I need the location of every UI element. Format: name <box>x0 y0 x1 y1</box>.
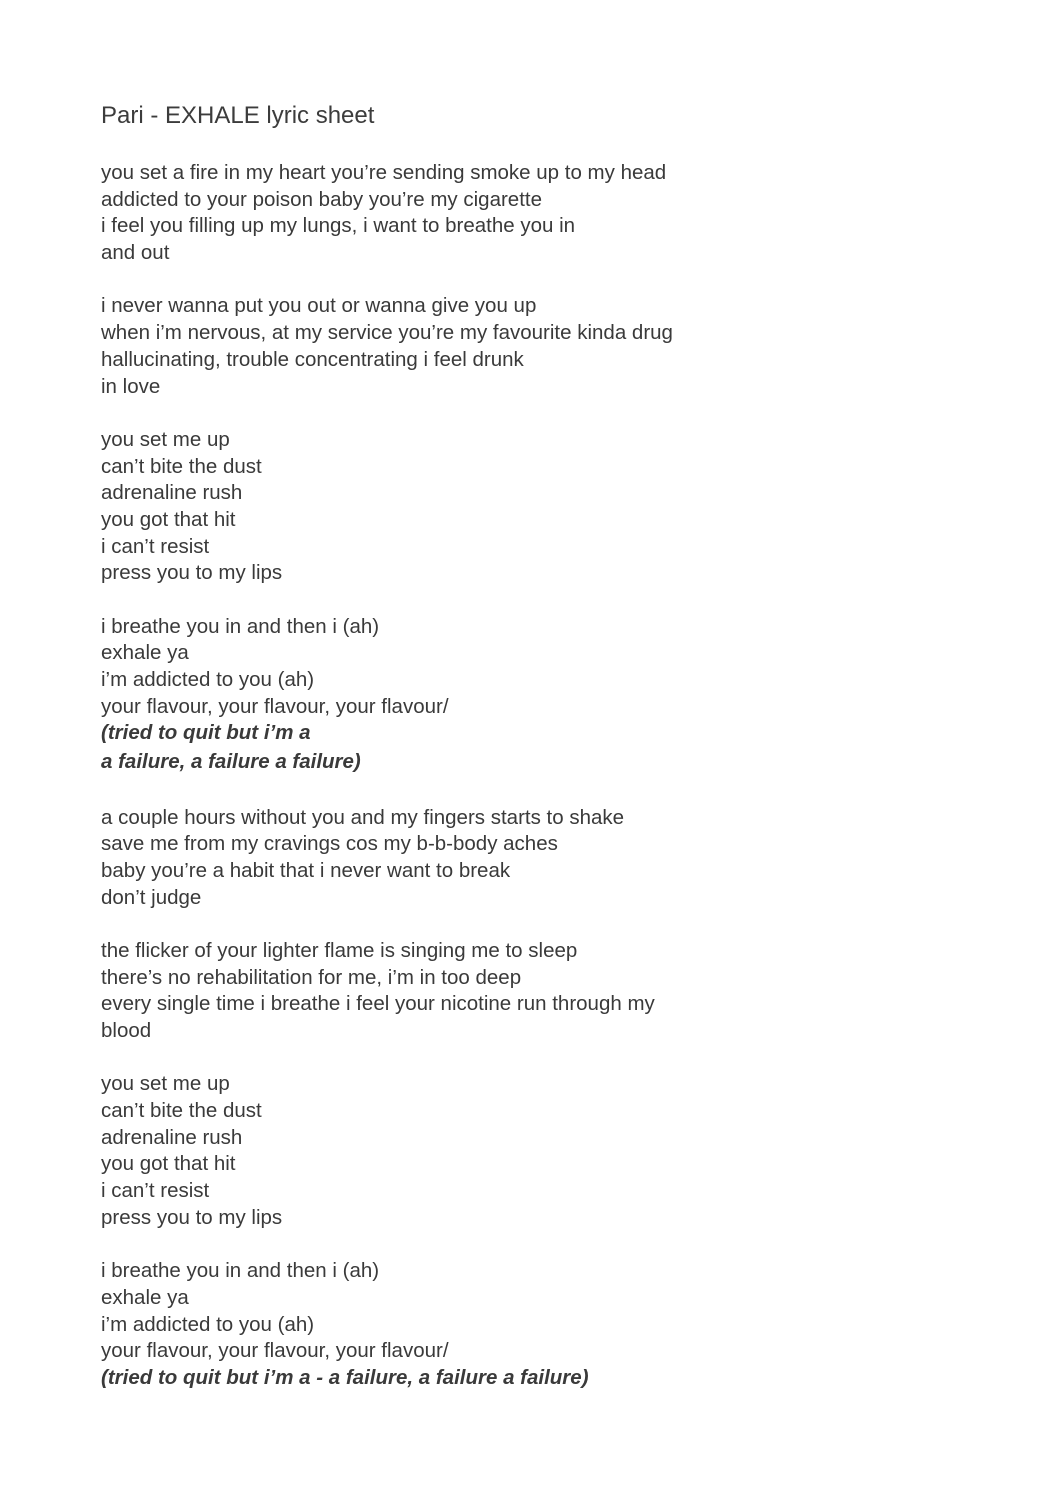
lyric-line: and out <box>101 241 170 265</box>
lyric-line: there’s no rehabilitation for me, i’m in too deep <box>101 965 522 989</box>
lyric-line: i feel you filling up my lungs, i want to breathe you in <box>101 214 576 238</box>
lyric-line: adrenaline rush <box>101 1125 243 1149</box>
lyric-line: your flavour, your flavour, your flavour/ <box>101 694 449 718</box>
lyric-line: the flicker of your lighter flame is singing me to sleep <box>101 938 578 962</box>
lyric-line-emphasis: (tried to quit but i’m a - a failure, a failure a failure) <box>101 1365 589 1389</box>
lyric-line: you set a fire in my heart you’re sending smoke up to my head <box>101 161 667 184</box>
lyric-stanza <box>101 805 673 912</box>
lyric-stanza <box>101 1258 673 1393</box>
lyric-line: i can’t resist <box>101 1179 210 1203</box>
lyrics-body <box>101 160 673 1420</box>
lyric-line: can’t bite the dust <box>101 454 262 478</box>
lyric-line: addicted to your poison baby you’re my cigarette <box>101 187 543 211</box>
lyric-line: press you to my lips <box>101 1205 283 1229</box>
lyric-line: i breathe you in and then i (ah) <box>101 1259 380 1283</box>
lyric-line: you got that hit <box>101 1152 236 1176</box>
lyric-line: in love <box>101 374 161 398</box>
lyric-line: you set me up <box>101 427 230 451</box>
page-title: Pari - EXHALE lyric sheet <box>101 102 375 129</box>
lyric-line: i never wanna put you out or wanna give you up <box>101 294 537 318</box>
lyric-stanza <box>101 1071 673 1231</box>
lyric-line: i’m addicted to you (ah) <box>101 1312 315 1336</box>
lyric-line: a couple hours without you and my fingers starts to shake <box>101 805 625 829</box>
lyric-line: hallucinating, trouble concentrating i feel drunk <box>101 347 524 371</box>
lyric-stanza <box>101 160 673 267</box>
lyric-line: save me from my cravings cos my b-b-body aches <box>101 832 558 856</box>
lyric-line: i breathe you in and then i (ah) <box>101 614 380 638</box>
lyric-line: every single time i breathe i feel your nicotine run through my <box>101 992 655 1016</box>
lyric-line: i’m addicted to you (ah) <box>101 668 315 692</box>
lyric-stanza <box>101 427 673 587</box>
lyric-line: adrenaline rush <box>101 481 243 505</box>
lyric-line: blood <box>101 1019 152 1042</box>
lyric-line: you got that hit <box>101 507 236 531</box>
lyric-line: exhale ya <box>101 1285 189 1309</box>
lyric-line: exhale ya <box>101 641 189 665</box>
lyric-line: you set me up <box>101 1072 230 1096</box>
lyric-line: press you to my lips <box>101 561 283 585</box>
lyric-stanza <box>101 614 673 778</box>
lyric-line-emphasis: (tried to quit but i’m a <box>101 721 311 745</box>
lyric-line: your flavour, your flavour, your flavour/ <box>101 1339 449 1363</box>
lyric-line: baby you’re a habit that i never want to break <box>101 858 511 882</box>
lyric-line-emphasis: a failure, a failure a failure) <box>101 750 361 774</box>
lyric-stanza <box>101 938 673 1045</box>
lyric-line: when i’m nervous, at my service you’re my favourite kinda drug <box>101 321 673 345</box>
lyric-stanza <box>101 293 673 400</box>
lyric-line: don’t judge <box>101 885 202 909</box>
lyric-line: i can’t resist <box>101 534 210 558</box>
lyric-line: can’t bite the dust <box>101 1099 262 1123</box>
